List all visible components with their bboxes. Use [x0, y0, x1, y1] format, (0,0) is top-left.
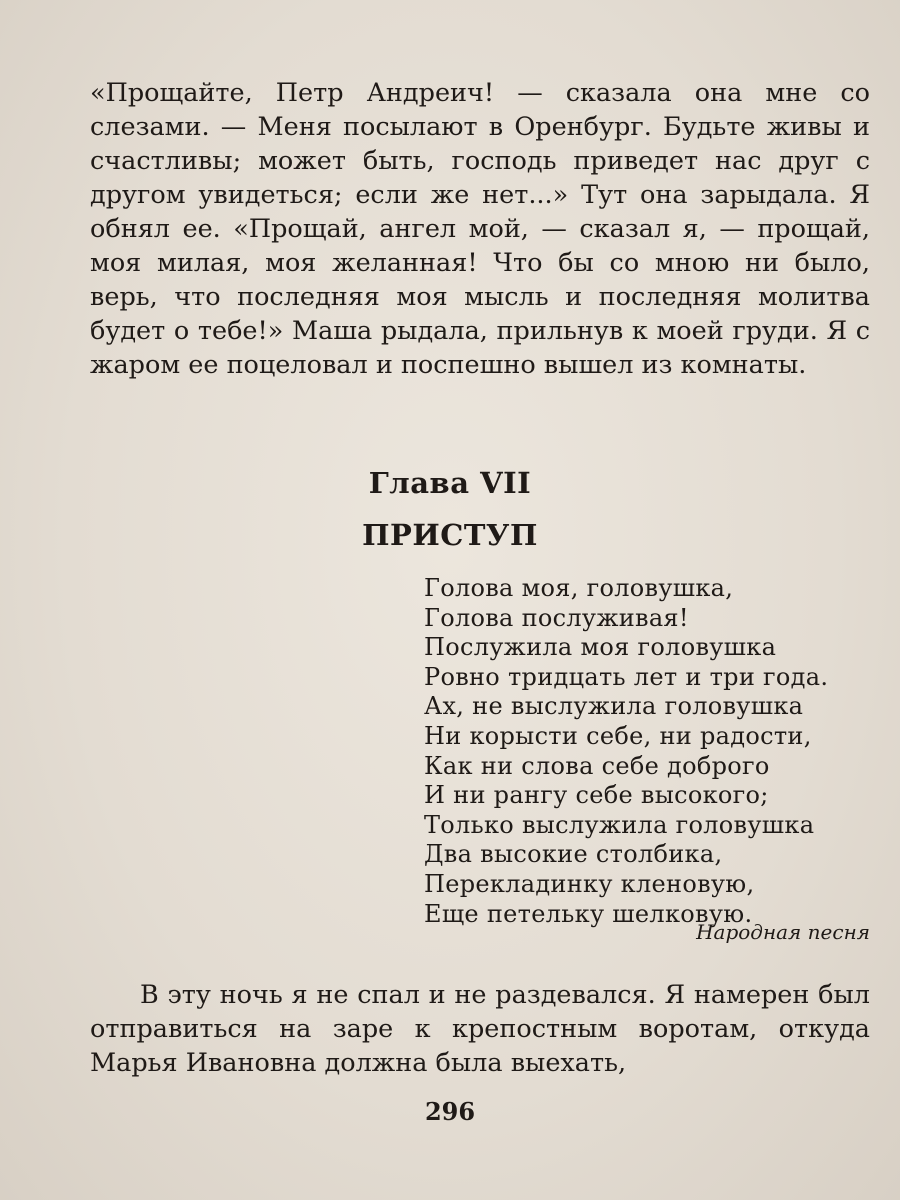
epigraph-line: Перекладинку кленовую,: [424, 869, 755, 898]
closing-paragraph: В эту ночь я не спал и не раздевался. Я намерен был отправиться на заре к крепостным воротам, откуда Марья Ивановна должна была выехать,: [90, 980, 870, 1078]
epigraph-line: Два высокие столбика,: [424, 840, 723, 869]
page-number: 296: [424, 1097, 476, 1126]
epigraph-line: Ни корысти себе, ни радости,: [424, 721, 812, 750]
epigraph-line: Голова моя, головушка,: [424, 574, 734, 602]
epigraph-poem: [424, 574, 828, 929]
epigraph-line: И ни рангу себе высокого;: [424, 781, 769, 810]
epigraph-line: Еще петельку шелковую.: [424, 899, 753, 928]
epigraph-line: Только выслужила головушка: [424, 810, 815, 839]
epigraph-line: Голова послуживая!: [424, 603, 689, 632]
opening-paragraph: «Прощайте, Петр Андреич! — сказала она мне со слезами. — Меня посылают в Оренбург. Будьте живы и счастливы; может быть, господь приведет нас друг с другом увидеться; если же нет...» Тут она зарыдала. Я обнял ее. «Прощай, ангел мой, — сказал я, — прощай, моя милая, моя желанная! Что бы со мною ни было, верь, что последняя моя мысль и последняя молитва будет о тебе!» Маша рыдала, прильнув к моей груди. Я с жаром ее поцеловал и поспешно вышел из комнаты.: [90, 78, 870, 380]
epigraph-source: Народная песня: [696, 920, 870, 944]
epigraph-line: Как ни слова себе доброго: [424, 751, 770, 780]
epigraph-line: Ах, не выслужила головушка: [424, 692, 804, 721]
epigraph-line: Послужила моя головушка: [424, 633, 777, 662]
chapter-title: ПРИСТУП: [362, 518, 538, 552]
chapter-number: Глава VII: [368, 466, 532, 500]
epigraph-line: Ровно тридцать лет и три года.: [424, 662, 829, 691]
